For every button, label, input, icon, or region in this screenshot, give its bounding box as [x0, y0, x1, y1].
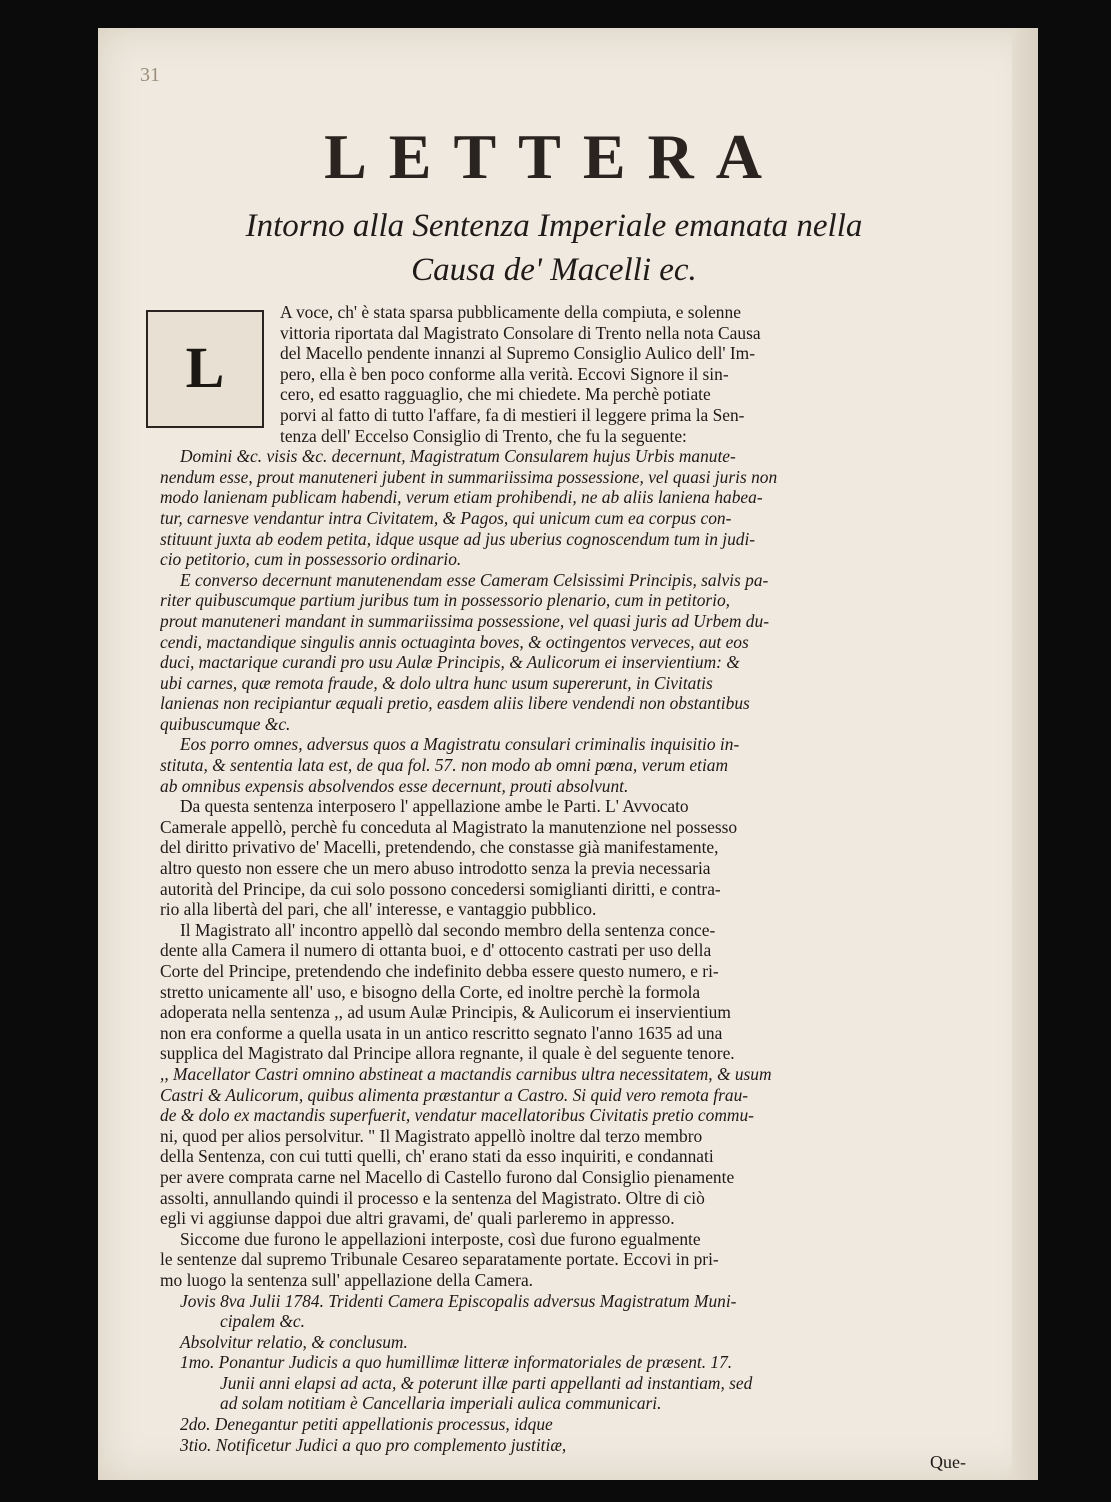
- text-line: 1mo. Ponantur Judicis a quo humillimæ litteræ informatoriales de præsent. 17.: [180, 1352, 733, 1373]
- text-line: ,, Macellator Castri omnino abstineat a mactandis carnibus ultra necessitatem, & usum: [160, 1063, 772, 1084]
- text-line: supplica del Magistrato dal Principe allora regnante, il quale è del seguente tenore.: [160, 1043, 735, 1064]
- text-line: Castri & Aulicorum, quibus alimenta præstantur a Castro. Si quid vero remota frau-: [160, 1084, 749, 1105]
- text-line: de & dolo ex mactandis superfuerit, vendatur macellatoribus Civitatis pretio commu-: [160, 1105, 754, 1126]
- text-line: cipalem &c.: [220, 1311, 305, 1332]
- text-line: 3tio. Notificetur Judici a quo pro complemento justitiæ,: [180, 1434, 567, 1455]
- document-page: [98, 28, 1038, 1480]
- text-line: vittoria riportata dal Magistrato Consolare di Trento nella nota Causa: [280, 322, 761, 343]
- text-line: assolti, annullando quindi il processo e la sentenza del Magistrato. Oltre di ciò: [160, 1187, 705, 1208]
- paragraph-sentences: [160, 1229, 1010, 1291]
- text-line: Il Magistrato all' incontro appellò dal secondo membro della sentenza conce-: [180, 919, 716, 940]
- text-line: porvi al fatto di tutto l'affare, fa di mestieri il leggere prima la Sen-: [280, 404, 745, 425]
- text-line: autorità del Principe, da cui solo possono concedersi somiglianti diritti, e contra-: [160, 878, 721, 899]
- text-line: pero, ella è ben poco conforme alla verità. Eccovi Signore il sin-: [280, 363, 729, 384]
- text-line: prout manuteneri mandant in summariissima possessione, vel quasi juris ad Urbem du-: [160, 610, 769, 631]
- text-line: dente alla Camera il numero di ottanta buoi, e d' ottocento castrati per uso della: [160, 940, 712, 961]
- drop-cap-letter: L: [185, 335, 225, 400]
- text-line: tenza dell' Eccelso Consiglio di Trento, che fu la seguente:: [280, 425, 687, 446]
- paragraph-magistrate: [160, 920, 1010, 1229]
- text-line: stituta, & sententia lata est, de qua fol. 57. non modo ab omni pœna, verum etiam: [160, 755, 729, 776]
- text-line: Junii anni elapsi ad acta, & poterunt illæ parti appellanti ad instantiam, sed: [220, 1372, 753, 1393]
- text-line: Da questa sentenza interposero l' appellazione ambe le Parti. L' Avvocato: [180, 796, 689, 817]
- intro-paragraph: [160, 302, 1010, 446]
- text-line: tur, carnesve vendantur intra Civitatem, & Pagos, qui unicum cum ea corpus con-: [160, 507, 732, 528]
- text-line: egli vi aggiunse dappoi due altri gravami, de' quali parleremo in appresso.: [160, 1208, 675, 1229]
- text-line: altro questo non essere che un mero abuso introdotto senza la previa necessaria: [160, 858, 711, 879]
- text-line: lanienas non recipiantur æquali pretio, easdem aliis libere vendendi non obstantibus: [160, 693, 750, 714]
- text-line: Domini &c. visis &c. decernunt, Magistratum Consularem hujus Urbis manute-: [180, 446, 736, 467]
- text-line: duci, mactarique curandi pro usu Aulæ Principis, & Aulicorum ei inservientium: &: [160, 652, 740, 673]
- text-line: cendi, mactandique singulis annis octuaginta boves, & octingentos verveces, aut eos: [160, 631, 749, 652]
- text-line: E converso decernunt manutenendam esse Cameram Celsissimi Principis, salvis pa-: [180, 569, 769, 590]
- text-line: non era conforme a quella usata in un antico rescritto segnato l'anno 1635 ad una: [160, 1022, 723, 1043]
- text-line: della Sentenza, con cui tutti quelli, ch' erano stati da esso inquiriti, e condannati: [160, 1146, 714, 1167]
- document-title: LETTERA: [324, 121, 784, 192]
- text-line: A voce, ch' è stata sparsa pubblicamente della compiuta, e solenne: [280, 302, 741, 322]
- text-line: Eos porro omnes, adversus quos a Magistratu consulari criminalis inquisitio in-: [180, 734, 740, 755]
- subtitle-line-1: Intorno alla Sentenza Imperiale emanata nella: [245, 208, 863, 244]
- text-line: ubi carnes, quæ remota fraude, & dolo ultra hunc usum supererunt, in Civitatis: [160, 672, 713, 693]
- text-line: stituunt juxta ab eodem petita, idque usque ad jus uberius cognoscendum tum in judi-: [160, 528, 756, 549]
- text-line: quibuscumque &c.: [160, 713, 291, 734]
- text-line: riter quibuscumque partium juribus tum in possessorio plenario, cum in petitorio,: [160, 590, 731, 611]
- text-line: ni, quod per alios persolvitur. " Il Magistrato appellò inoltre dal terzo membro: [160, 1125, 703, 1146]
- page-number: 31: [140, 64, 160, 86]
- text-line: Siccome due furono le appellazioni interposte, così due furono egualmente: [180, 1228, 701, 1249]
- text-line: modo lanienam publicam habendi, verum etiam prohibendi, ne ab aliis laniena habea-: [160, 487, 763, 508]
- text-line: del diritto privativo de' Macelli, pretendendo, che constasse già manifestamente,: [160, 837, 719, 858]
- text-line: Corte del Principe, pretendendo che indefinito debba essere questo numero, e ri-: [160, 961, 719, 981]
- text-line: cero, ed esatto ragguaglio, che mi chiedete. Ma perchè potiate: [280, 384, 711, 405]
- text-line: 2do. Denegantur petiti appellationis processus, idque: [180, 1414, 553, 1435]
- text-line: del Macello pendente innanzi al Supremo Consiglio Aulico dell' Im-: [280, 343, 755, 364]
- latin-decree-3: [160, 734, 1010, 796]
- subtitle-line-2: Causa de' Macelli ec.: [411, 252, 697, 288]
- text-line: cio petitorio, cum in possessorio ordinario.: [160, 549, 462, 570]
- text-line: le sentenze dal supremo Tribunale Cesareo separatamente portate. Eccovi in pri-: [160, 1249, 719, 1270]
- imperial-decree: [160, 1291, 1010, 1456]
- text-line: mo luogo la sentenza sull' appellazione della Camera.: [160, 1269, 534, 1290]
- text-line: stretto unicamente all' uso, e bisogno della Corte, ed inoltre perchè la formola: [160, 981, 701, 1002]
- catchword: Que-: [930, 1452, 966, 1472]
- text-line: nendum esse, prout manuteneri jubent in summariissima possessione, vel quasi juris non: [160, 466, 778, 487]
- latin-decree-2: [160, 570, 1010, 735]
- text-line: Jovis 8va Julii 1784. Tridenti Camera Episcopalis adversus Magistratum Muni-: [180, 1290, 737, 1311]
- paragraph-appeals: [160, 796, 1010, 920]
- page-edge: [1012, 28, 1038, 1480]
- latin-decree-1: [160, 446, 1010, 570]
- body-text: [160, 302, 1010, 1455]
- text-line: Absolvitur relatio, & conclusum.: [180, 1331, 408, 1352]
- text-line: Camerale appellò, perchè fu conceduta al Magistrato la manutenzione nel possesso: [160, 816, 738, 837]
- text-line: ab omnibus expensis absolvendos esse decernunt, prouti absolvunt.: [160, 775, 629, 796]
- text-line: rio alla libertà del pari, che all' interesse, e vantaggio pubblico.: [160, 899, 597, 920]
- text-line: adoperata nella sentenza ,, ad usum Aulæ Principis, & Aulicorum ei inservientium: [160, 1002, 731, 1023]
- text-line: ad solam notitiam è Cancellaria imperiali aulica communicari.: [220, 1393, 662, 1414]
- text-line: per avere comprata carne nel Macello di Castello furono dal Consiglio pienamente: [160, 1166, 735, 1187]
